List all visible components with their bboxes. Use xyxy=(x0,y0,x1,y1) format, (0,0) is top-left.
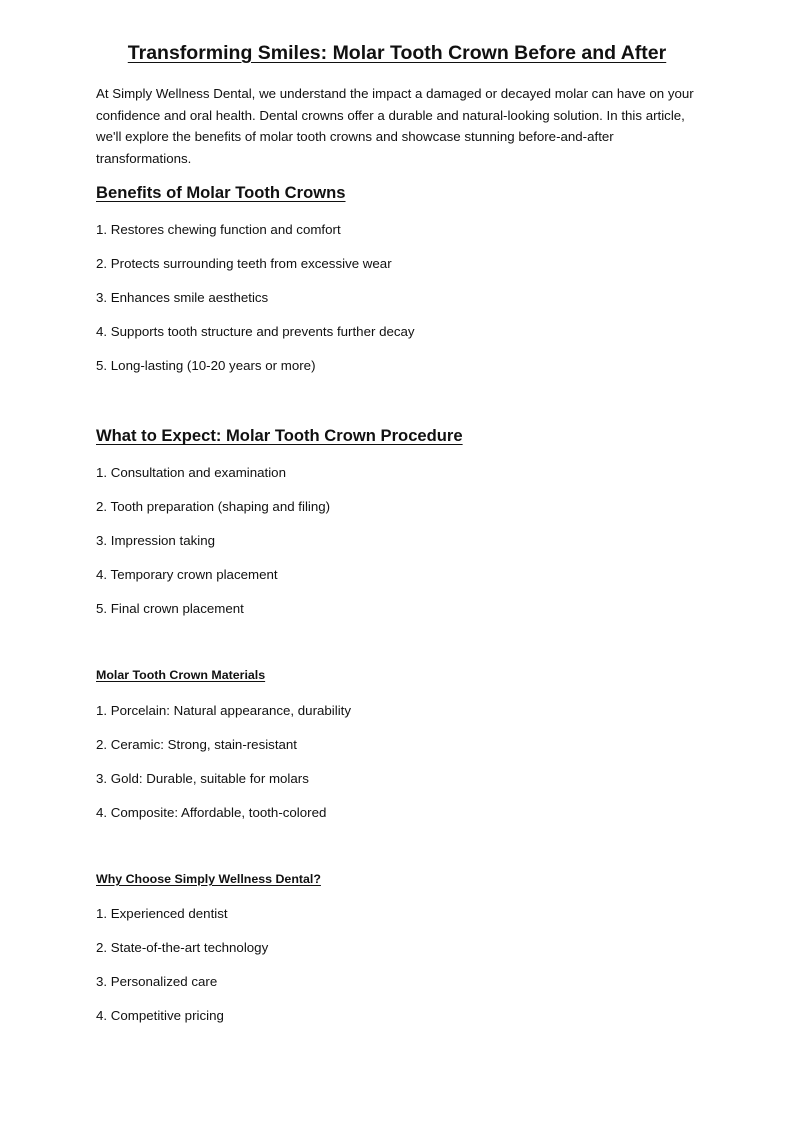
list-item: 4. Supports tooth structure and prevents further decay xyxy=(96,324,415,339)
list-item: 3. Enhances smile aesthetics xyxy=(96,290,269,305)
intro-paragraph: At Simply Wellness Dental, we understand the impact a damaged or decayed molar can have on your confidence and oral health. Dental crowns offer a durable and natural-looking solution. In this article, we'll explore the benefits of molar tooth crowns and showcase stunning before-and-after transformations. xyxy=(96,86,694,166)
list-item: 4. Temporary crown placement xyxy=(96,567,278,582)
list-item: 2. Protects surrounding teeth from excessive wear xyxy=(96,256,392,271)
list-item: 4. Composite: Affordable, tooth-colored xyxy=(96,805,327,820)
list-item: 1. Restores chewing function and comfort xyxy=(96,222,341,237)
materials-heading: Molar Tooth Crown Materials xyxy=(96,668,266,682)
list-item: 3. Gold: Durable, suitable for molars xyxy=(96,771,309,786)
procedure-list xyxy=(96,464,330,634)
list-item: 3. Impression taking xyxy=(96,533,215,548)
procedure-heading: What to Expect: Molar Tooth Crown Procedure xyxy=(96,426,463,445)
list-item: 4. Competitive pricing xyxy=(96,1008,224,1023)
list-item: 5. Long-lasting (10-20 years or more) xyxy=(96,358,316,373)
list-item: 5. Final crown placement xyxy=(96,601,244,616)
benefits-list xyxy=(96,221,415,391)
list-item: 2. Tooth preparation (shaping and filing) xyxy=(96,499,331,514)
materials-list xyxy=(96,702,351,838)
list-item: 2. State-of-the-art technology xyxy=(96,940,269,955)
list-item: 1. Porcelain: Natural appearance, durability xyxy=(96,703,352,718)
benefits-heading: Benefits of Molar Tooth Crowns xyxy=(96,183,346,202)
list-item: 1. Consultation and examination xyxy=(96,465,286,480)
why-choose-list xyxy=(96,905,268,1041)
list-item: 3. Personalized care xyxy=(96,974,218,989)
list-item: 2. Ceramic: Strong, stain-resistant xyxy=(96,737,298,752)
list-item: 1. Experienced dentist xyxy=(96,906,228,921)
page-title: Transforming Smiles: Molar Tooth Crown Before and After xyxy=(127,42,667,64)
why-choose-heading: Why Choose Simply Wellness Dental? xyxy=(96,872,321,886)
